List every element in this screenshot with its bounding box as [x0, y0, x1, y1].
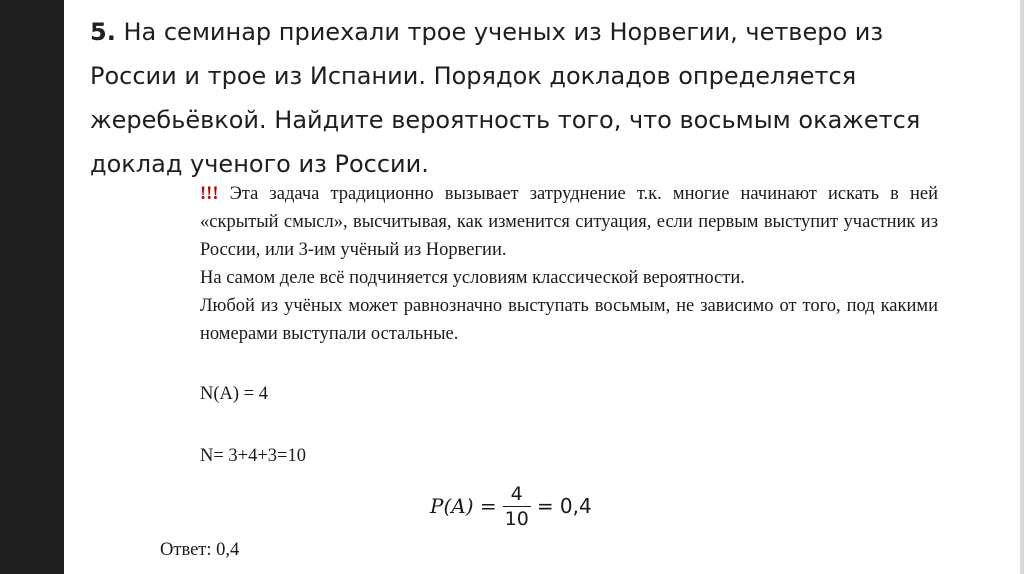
explanation-paragraph-3: Любой из учёных может равнозначно выступать восьмым, не зависимо от того, под какими номерами выступали остальные.	[200, 296, 938, 344]
probability-formula	[430, 478, 592, 534]
explanation-paragraph-2: На самом деле всё подчиняется условиям классической вероятности.	[200, 268, 745, 288]
answer-text: Ответ: 0,4	[160, 540, 240, 560]
left-accent-bar	[0, 0, 64, 574]
problem-line-3: жеребьёвкой. Найдите вероятность того, что восьмым окажется	[90, 106, 921, 134]
problem-number: 5.	[90, 18, 116, 46]
problem-line-1: 5. На семинар приехали трое ученых из Норвегии, четверо из	[90, 18, 884, 46]
problem-line-2: России и трое из Испании. Порядок докладов определяется	[90, 62, 857, 90]
favorable-outcomes-formula: N(A) = 4	[200, 384, 268, 404]
explanation-paragraph-1: !!! Эта задача традиционно вызывает затруднение т.к. многие начинают искать в ней «скрытый смысл», высчитывая, как изменится ситуация, если первым выступит участник из России, или 3-им учёный из Норвегии.	[200, 184, 939, 260]
problem-line-4: доклад ученого из России.	[90, 150, 429, 178]
probability-fraction	[503, 482, 531, 531]
problem-statement	[90, 10, 921, 186]
warning-mark: !!!	[200, 184, 219, 204]
fraction-denominator: 10	[504, 507, 529, 530]
probability-result: = 0,4	[536, 494, 592, 518]
fraction-numerator: 4	[510, 482, 523, 505]
probability-lhs: P(A) =	[430, 494, 497, 518]
explanation-block	[200, 180, 938, 348]
total-outcomes-formula: N= 3+4+3=10	[200, 446, 306, 466]
right-edge-strip	[1020, 0, 1024, 574]
